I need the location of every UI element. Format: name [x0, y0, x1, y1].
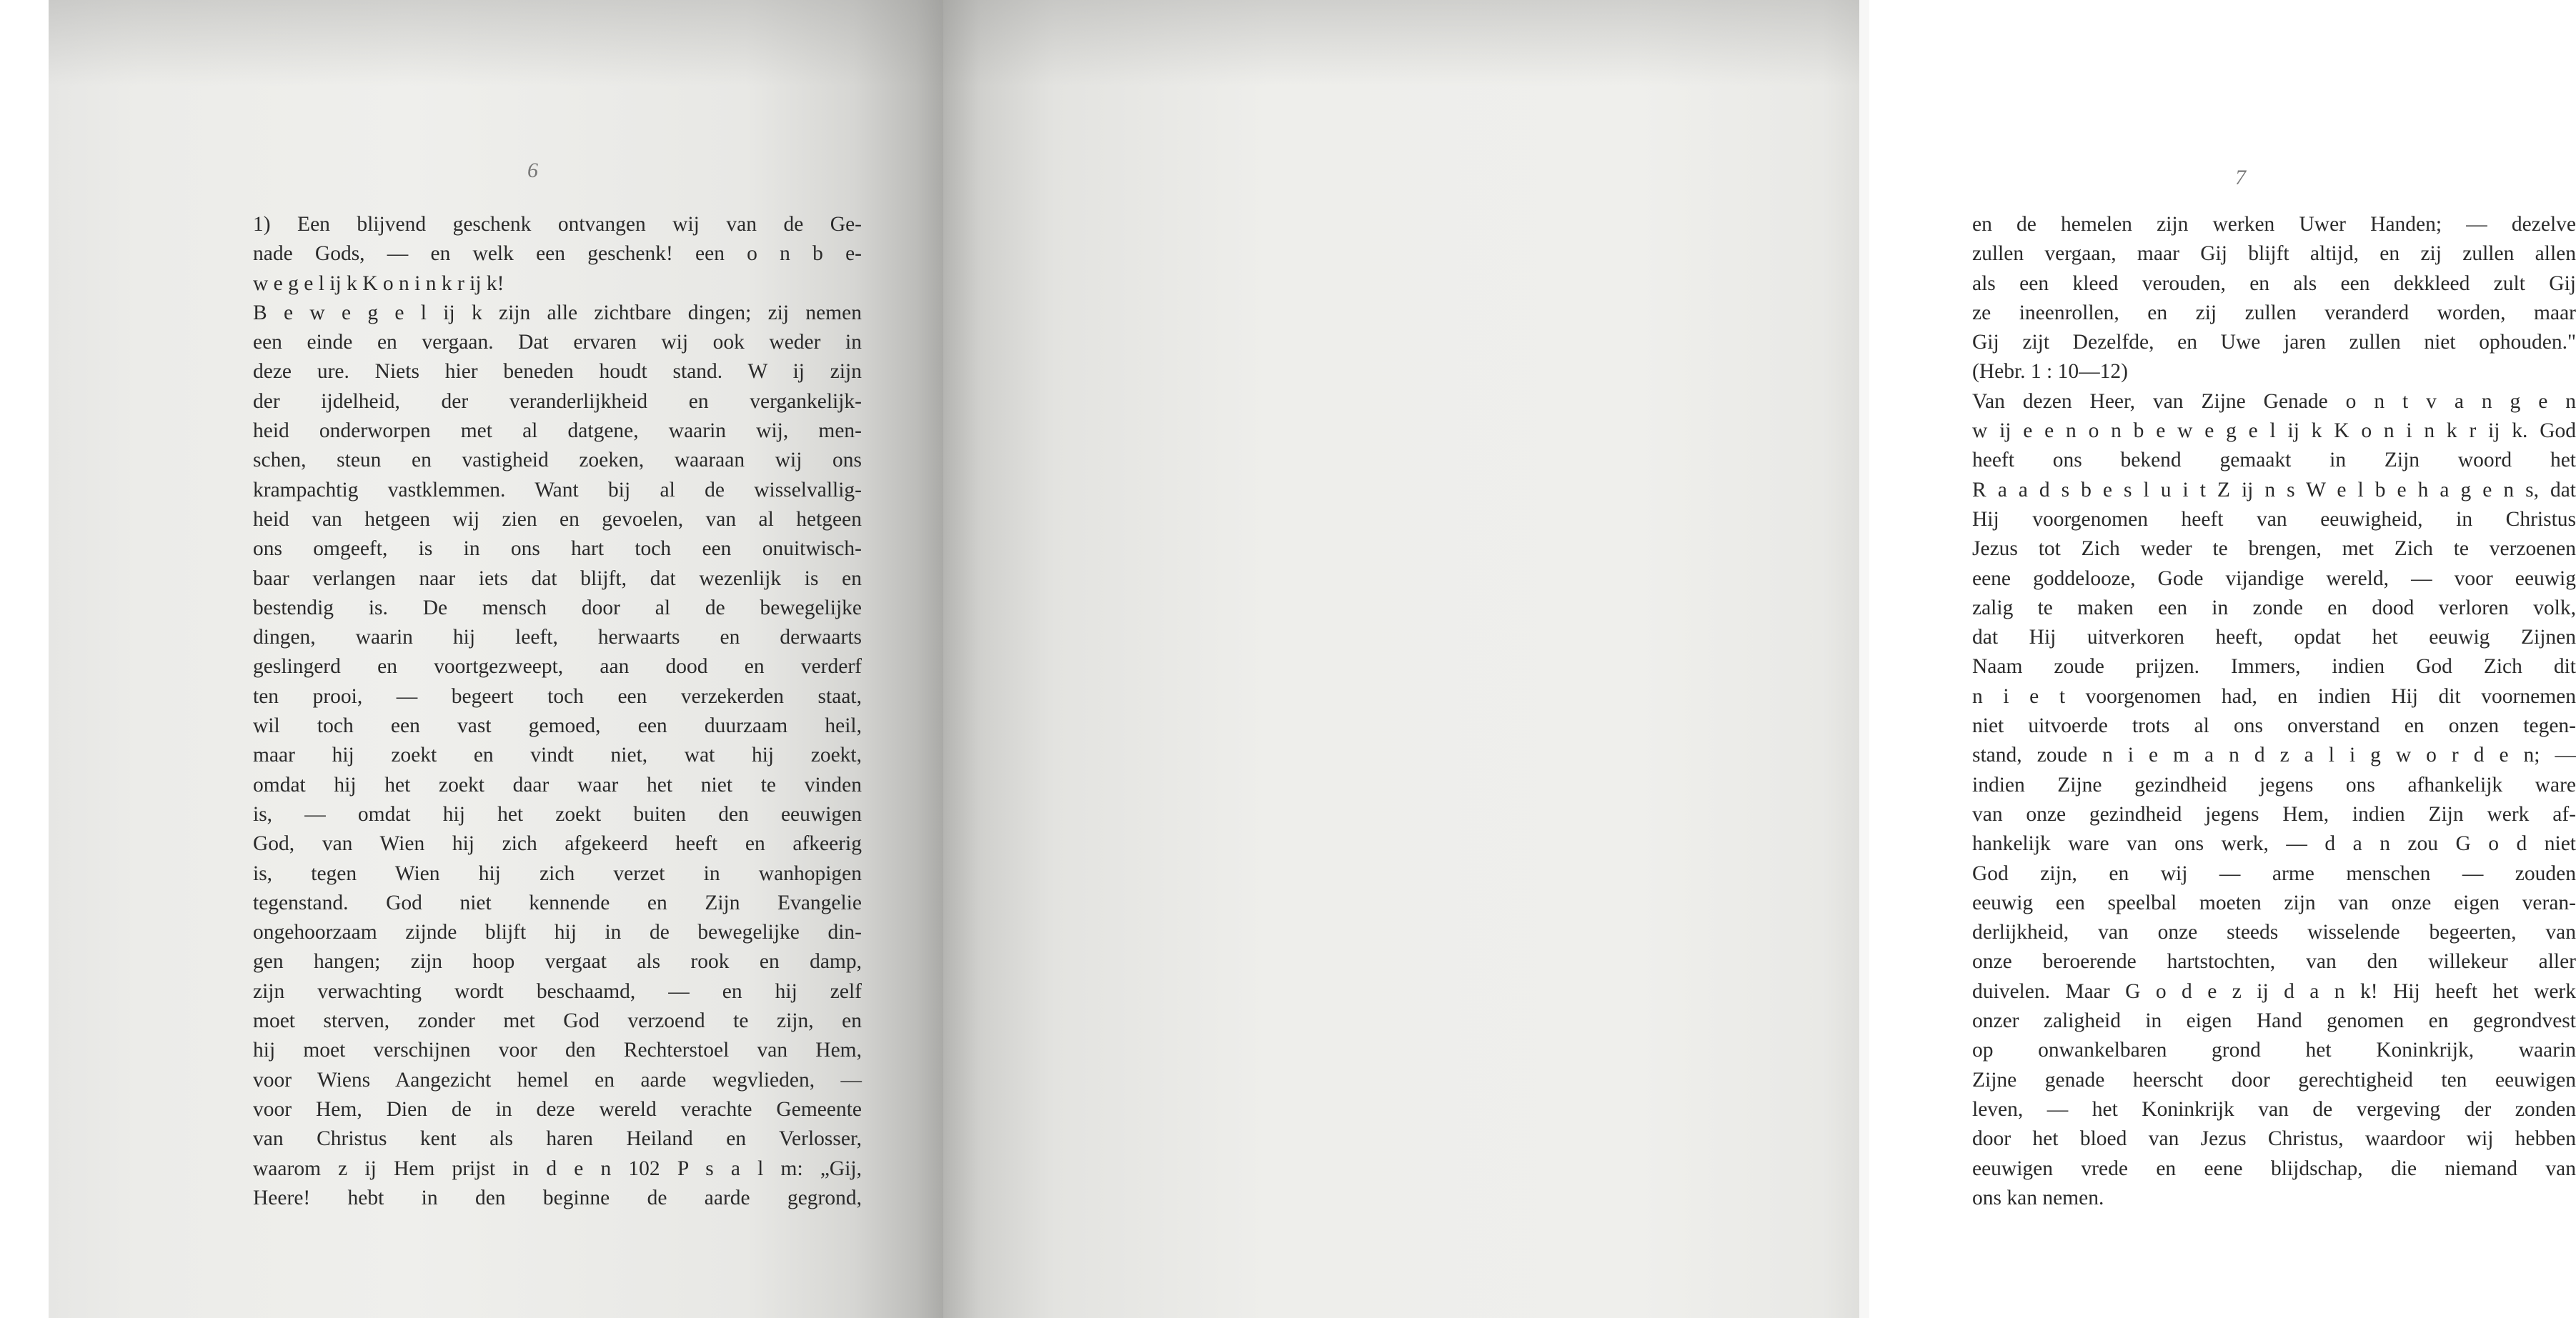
text-line: bestendig is. De mensch door al de bewegelijke	[253, 596, 862, 619]
text-line: baar verlangen naar iets dat blijft, dat wezenlijk is en	[253, 566, 862, 590]
text-line: n i e t voorgenomen had, en indien Hij dit voornemen	[1972, 684, 2576, 708]
text-line: Hij voorgenomen heeft van eeuwigheid, in Christus	[1972, 507, 2576, 531]
text-line: dingen, waarin hij leeft, herwaarts en derwaarts	[253, 626, 862, 649]
text-line: indien Zijne gezindheid jegens ons afhankelijk ware	[1972, 773, 2576, 797]
text-line: heid van hetgeen wij zien en gevoelen, van al hetgeen	[253, 507, 862, 531]
text-line: maar hij zoekt en vindt niet, wat hij zoekt,	[253, 744, 862, 767]
text-line: krampachtig vastklemmen. Want bij al de wisselvallig-	[253, 478, 862, 501]
right-page-number: 7	[2235, 166, 2246, 189]
text-line: eeuwigen vrede en eene blijdschap, die niemand van	[1972, 1157, 2576, 1180]
text-line: stand, zoude n i e m a n d z a l i g w o r d e n; —	[1972, 744, 2576, 767]
text-line: van Christus kent als haren Heiland en Verlosser,	[253, 1127, 862, 1151]
text-line: ongehoorzaam zijnde blijft hij in de bewegelijke din-	[253, 921, 862, 944]
text-line: niet uitvoerde trots al ons onverstand en onzen tegen-	[1972, 714, 2576, 738]
text-line: is, — omdat hij het zoekt buiten den eeuwigen	[253, 802, 862, 826]
text-line: (Hebr. 1 : 10—12)	[1972, 360, 2128, 384]
text-line: ten prooi, — begeert toch een verzekerden staat,	[253, 684, 862, 708]
text-line: zullen vergaan, maar Gij blijft altijd, en zij zullen allen	[1972, 242, 2576, 266]
text-line: en de hemelen zijn werken Uwer Handen; — dezelve	[1972, 213, 2576, 236]
text-line: dat Hij uitverkoren heeft, opdat het eeuwig Zijnen	[1972, 626, 2576, 649]
text-line: op onwankelbaren grond het Koninkrijk, waarin	[1972, 1039, 2576, 1062]
text-line: derlijkheid, van onze steeds wisselende begeerten, van	[1972, 921, 2576, 944]
text-line: onze beroerende hartstochten, van den willekeur aller	[1972, 950, 2576, 974]
text-line: w e g e l ij k K o n i n k r ij k!	[253, 271, 504, 295]
text-line: moet sterven, zonder met God verzoend te zijn, en	[253, 1009, 862, 1033]
left-page-number: 6	[527, 159, 538, 182]
text-line: w ij e e n o n b e w e g e l ij k K o n i n k r ij k. God	[1972, 419, 2576, 443]
text-line: schen, steun en vastigheid zoeken, waaraan wij ons	[253, 449, 862, 472]
right-page	[943, 0, 2576, 1318]
text-line: als een kleed verouden, en als een dekkleed zult Gij	[1972, 271, 2576, 295]
text-line: der ijdelheid, der veranderlijkheid en vergankelijk-	[253, 389, 862, 413]
text-line: Gij zijt Dezelfde, en Uwe jaren zullen niet ophouden."	[1972, 331, 2576, 354]
text-line: gen hangen; zijn hoop vergaat als rook en damp,	[253, 950, 862, 974]
text-line: hankelijk ware van ons werk, — d a n zou G o d niet	[1972, 832, 2576, 856]
text-line: van onze gezindheid jegens Hem, indien Zijn werk af-	[1972, 802, 2576, 826]
text-line: ze ineenrollen, en zij zullen veranderd worden, maar	[1972, 301, 2576, 324]
text-line: door het bloed van Jezus Christus, waardoor wij hebben	[1972, 1127, 2576, 1151]
text-line: geslingerd en voortgezweept, aan dood en verderf	[253, 655, 862, 679]
text-line: voor Wiens Aangezicht hemel en aarde wegvlieden, —	[253, 1068, 862, 1092]
text-line: wil toch een vast gemoed, een duurzaam heil,	[253, 714, 862, 738]
right-page-text	[1972, 210, 2576, 1213]
text-line: Heere! hebt in den beginne de aarde gegrond,	[253, 1186, 862, 1209]
text-line: tegenstand. God niet kennende en Zijn Evangelie	[253, 891, 862, 914]
left-page-text	[253, 210, 862, 1213]
open-book	[49, 0, 2576, 1318]
text-line: 1) Een blijvend geschenk ontvangen wij van de Ge-	[253, 213, 862, 236]
text-line: heid onderworpen met al datgene, waarin wij, men-	[253, 419, 862, 443]
text-line: is, tegen Wien hij zich verzet in wanhopigen	[253, 862, 862, 885]
text-line: B e w e g e l ij k zijn alle zichtbare dingen; zij nemen	[253, 301, 862, 324]
top-shadow	[49, 0, 943, 86]
text-line: voor Hem, Dien de in deze wereld verachte Gemeente	[253, 1097, 862, 1121]
left-page	[49, 0, 943, 1318]
text-line: Jezus tot Zich weder te brengen, met Zich te verzoenen	[1972, 537, 2576, 561]
text-line: eeuwig een speelbal moeten zijn van onze eigen veran-	[1972, 891, 2576, 914]
text-line: heeft ons bekend gemaakt in Zijn woord het	[1972, 449, 2576, 472]
text-line: leven, — het Koninkrijk van de vergeving der zonden	[1972, 1097, 2576, 1121]
text-line: deze ure. Niets hier beneden houdt stand. W ij zijn	[253, 360, 862, 384]
text-line: God, van Wien hij zich afgekeerd heeft en afkeerig	[253, 832, 862, 856]
text-line: R a a d s b e s l u i t Z ij n s W e l b e h a g e n s, dat	[1972, 478, 2576, 501]
text-line: hij moet verschijnen voor den Rechterstoel van Hem,	[253, 1039, 862, 1062]
text-line: ons kan nemen.	[1972, 1186, 2104, 1209]
text-line: Naam zoude prijzen. Immers, indien God Zich dit	[1972, 655, 2576, 679]
text-line: waarom z ij Hem prijst in d e n 102 P s a l m: „Gij,	[253, 1157, 862, 1180]
text-line: God zijn, en wij — arme menschen — zouden	[1972, 862, 2576, 885]
text-line: ons omgeeft, is in ons hart toch een onuitwisch-	[253, 537, 862, 561]
top-shadow	[943, 0, 1869, 86]
text-line: Van dezen Heer, van Zijne Genade o n t v a n g e n	[1972, 389, 2576, 413]
text-line: zijn verwachting wordt beschaamd, — en hij zelf	[253, 979, 862, 1003]
text-line: omdat hij het zoekt daar waar het niet te vinden	[253, 773, 862, 797]
text-line: duivelen. Maar G o d e z ij d a n k! Hij heeft het werk	[1972, 979, 2576, 1003]
page-edge	[1859, 0, 1869, 1318]
text-line: nade Gods, — en welk een geschenk! een o n b e-	[253, 242, 862, 266]
text-line: zalig te maken een in zonde en dood verloren volk,	[1972, 596, 2576, 619]
text-line: Zijne genade heerscht door gerechtigheid ten eeuwigen	[1972, 1068, 2576, 1092]
text-line: eene goddelooze, Gode vijandige wereld, — voor eeuwig	[1972, 566, 2576, 590]
text-line: onzer zaligheid in eigen Hand genomen en gegrondvest	[1972, 1009, 2576, 1033]
text-line: een einde en vergaan. Dat ervaren wij ook weder in	[253, 331, 862, 354]
